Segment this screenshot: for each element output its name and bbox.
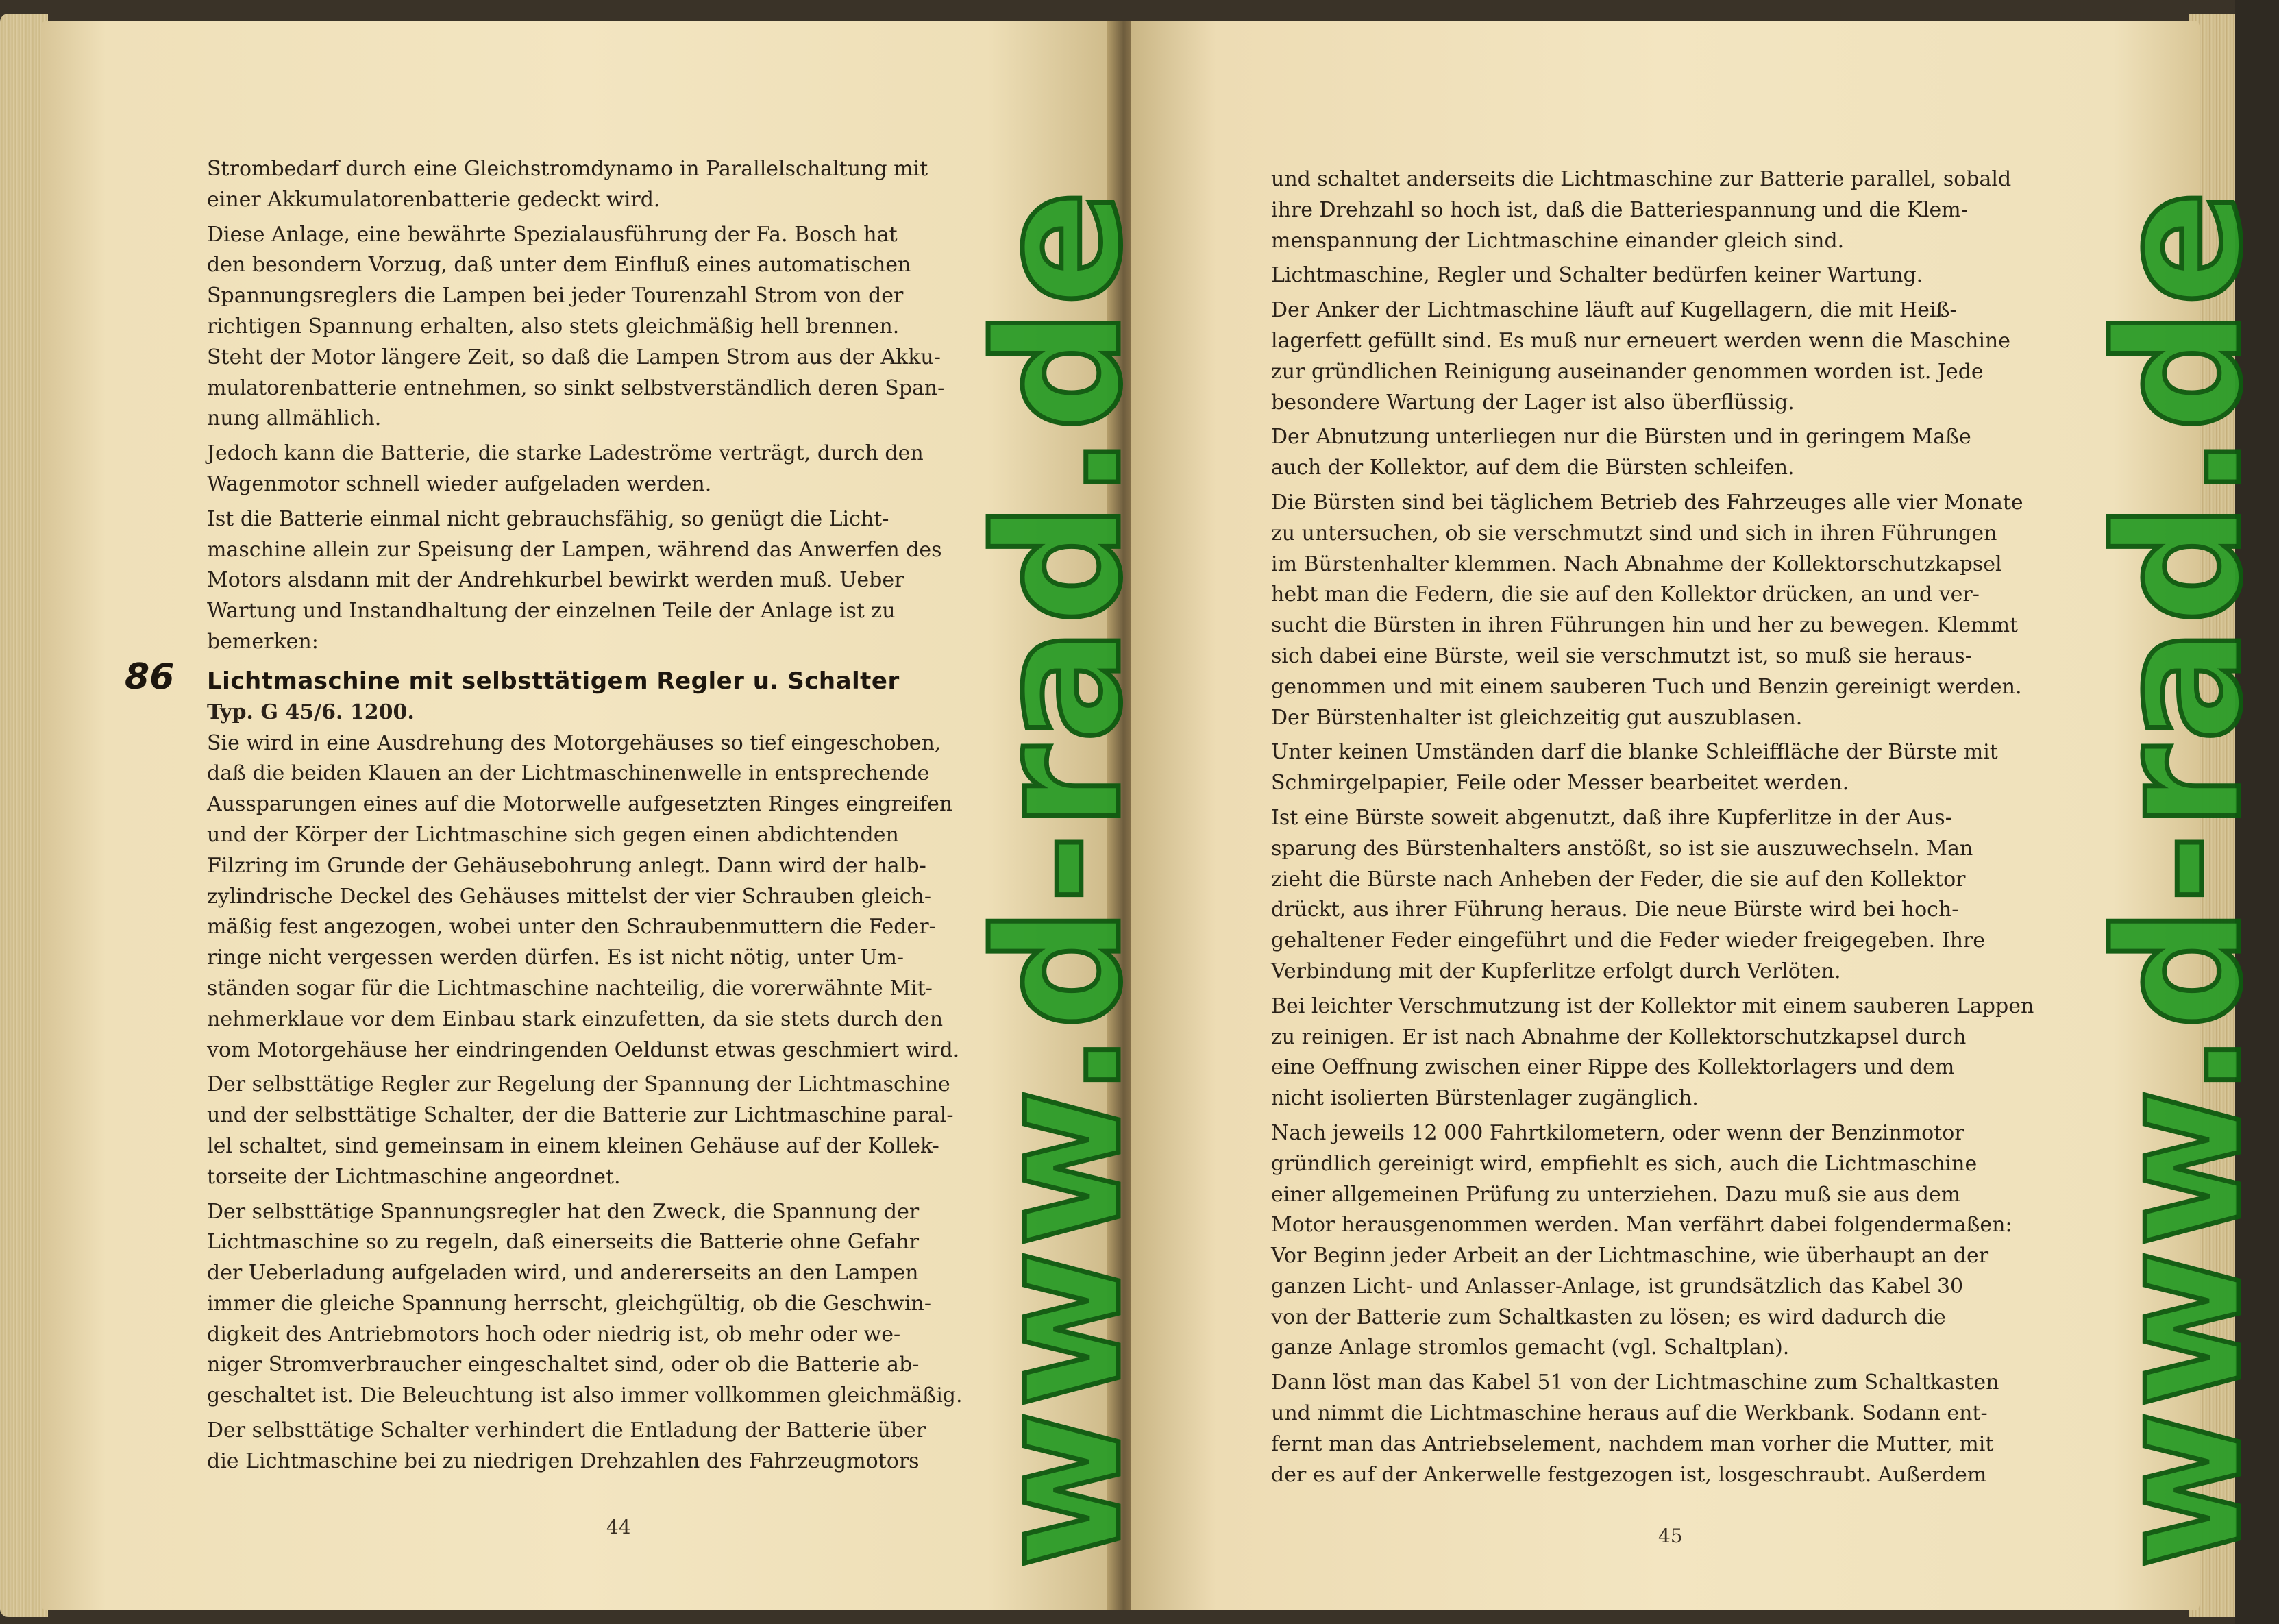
text-line: bemerken: <box>207 629 319 654</box>
text-line: sucht die Bürsten in ihren Führungen hin und her zu bewegen. Klemmt <box>1271 613 2019 638</box>
text-line: zieht die Bürste nach Anheben der Feder, die sie auf den Kollektor <box>1271 867 1966 891</box>
page-number-right: 45 <box>1658 1525 1683 1547</box>
text-line: Der selbsttätige Spannungsregler hat den Zweck, die Spannung der <box>207 1199 920 1224</box>
text-line: besondere Wartung der Lager ist also überflüssig. <box>1271 390 1795 415</box>
watermark-left: www.d-rad.de <box>959 187 1159 1569</box>
text-line: Lichtmaschine, Regler und Schalter bedürfen keiner Wartung. <box>1271 263 1923 288</box>
text-line: Ist eine Bürste soweit abgenutzt, daß ihre Kupferlitze in der Aus- <box>1271 805 1952 830</box>
text-line: nicht isolierten Bürstenlager zugänglich. <box>1271 1086 1699 1111</box>
text-line: fernt man das Antriebselement, nachdem man vorher die Mutter, mit <box>1271 1431 1994 1456</box>
text-line: zu reinigen. Er ist nach Abnahme der Kollektorschutzkapsel durch <box>1271 1024 1967 1049</box>
text-line: Wagenmotor schnell wieder aufgeladen werden. <box>207 471 712 496</box>
text-line: Der Anker der Lichtmaschine läuft auf Kugellagern, die mit Heiß- <box>1271 298 1957 323</box>
text-line: Steht der Motor längere Zeit, so daß die Lampen Strom aus der Akku- <box>207 345 941 369</box>
paragraph <box>1271 295 2145 418</box>
paragraph <box>1271 737 2145 799</box>
text-line: lagerfett gefüllt sind. Es muß nur erneuert werden wenn die Maschine <box>1271 328 2010 353</box>
paragraph <box>207 1416 1062 1477</box>
text-line: und der selbsttätige Schalter, der die Batterie zur Lichtmaschine paral- <box>207 1103 954 1128</box>
text-line: Schmirgelpapier, Feile oder Messer bearbeitet werden. <box>1271 771 1849 796</box>
text-line: sparung des Bürstenhalters anstößt, so ist sie auszuwechseln. Man <box>1271 836 1973 861</box>
text-line: menspannung der Lichtmaschine einander gleich sind. <box>1271 228 1845 253</box>
text-line: einer allgemeinen Prüfung zu unterziehen. Dazu muß sie aus dem <box>1271 1182 1961 1207</box>
text-line: genommen und mit einem sauberen Tuch und Benzin gereinigt werden. <box>1271 674 2022 699</box>
text-line: geschaltet ist. Die Beleuchtung ist also immer vollkommen gleichmäßig. <box>207 1383 963 1408</box>
text-line: lel schaltet, sind gemeinsam in einem kleinen Gehäuse auf der Kollek- <box>207 1133 939 1158</box>
text-line: den besondern Vorzug, daß unter dem Einfluß eines automatischen <box>207 253 911 278</box>
text-line: Nach jeweils 12 000 Fahrtkilometern, oder wenn der Benzinmotor <box>1271 1120 1964 1145</box>
text-line: Dann löst man das Kabel 51 von der Lichtmaschine zum Schaltkasten <box>1271 1370 1999 1395</box>
text-line: Vor Beginn jeder Arbeit an der Lichtmaschine, wie überhaupt an der <box>1271 1244 1989 1268</box>
text-line: Diese Anlage, eine bewährte Spezialausführung der Fa. Bosch hat <box>207 222 898 247</box>
watermark-right: www.d-rad.de <box>2080 187 2279 1569</box>
text-line: Der Bürstenhalter ist gleichzeitig gut auszublasen. <box>1271 705 1803 730</box>
page-number-left: 44 <box>606 1516 631 1538</box>
text-line: drückt, aus ihrer Führung heraus. Die neue Bürste wird bei hoch- <box>1271 898 1959 922</box>
text-line: Der selbsttätige Regler zur Regelung der Spannung der Lichtmaschine <box>207 1072 950 1097</box>
text-line: Filzring im Grunde der Gehäusebohrung anlegt. Dann wird der halb- <box>207 853 926 878</box>
text-line: Die Bürsten sind bei täglichem Betrieb des Fahrzeuges alle vier Monate <box>1271 490 2023 515</box>
text-line: Motor herausgenommen werden. Man verfährt dabei folgendermaßen: <box>1271 1213 2012 1238</box>
text-line: Strombedarf durch eine Gleichstromdynamo in Parallelschaltung mit <box>207 157 928 181</box>
text-line: Unter keinen Umständen darf die blanke Schleiffläche der Bürste mit <box>1271 740 1998 765</box>
text-line: nehmerklaue vor dem Einbau stark einzufetten, da sie stets durch den <box>207 1007 944 1031</box>
text-line: gründlich gereinigt wird, empfiehlt es sich, auch die Lichtmaschine <box>1271 1151 1978 1176</box>
paragraph <box>207 1070 1062 1192</box>
text-line: der Ueberladung aufgeladen wird, und andererseits an den Lampen <box>207 1261 919 1285</box>
text-line: ringe nicht vergessen werden dürfen. Es ist nicht nötig, unter Um- <box>207 946 904 970</box>
paragraph <box>1271 488 2145 733</box>
left-page <box>41 21 1117 1610</box>
text-line: und schaltet anderseits die Lichtmaschine zur Batterie parallel, sobald <box>1271 167 2012 191</box>
text-line: Motors alsdann mit der Andrehkurbel bewirkt werden muß. Ueber <box>207 568 904 593</box>
text-line: Spannungsreglers die Lampen bei jeder Tourenzahl Strom von der <box>207 284 904 308</box>
text-line: Der selbsttätige Schalter verhindert die Entladung der Batterie über <box>207 1418 926 1443</box>
text-line: im Bürstenhalter klemmen. Nach Abnahme der Kollektorschutzkapsel <box>1271 552 2002 576</box>
section-number: 86 <box>125 656 175 698</box>
text-line: mulatorenbatterie entnehmen, so sinkt selbstverständlich deren Span- <box>207 376 945 400</box>
text-line: Aussparungen eines auf die Motorwelle aufgesetzten Ringes eingreifen <box>207 792 953 817</box>
text-line: der es auf der Ankerwelle festgezogen ist, losgeschraubt. Außerdem <box>1271 1462 1987 1487</box>
text-line: ganze Anlage stromlos gemacht (vgl. Schaltplan). <box>1271 1336 1790 1360</box>
section-title: Lichtmaschine mit selbsttätigem Regler u. Schalter <box>207 667 900 695</box>
paragraph <box>1271 260 2145 291</box>
paragraph <box>207 1197 1062 1412</box>
text-line: immer die gleiche Spannung herrscht, gleichgültig, ob die Geschwin- <box>207 1291 932 1316</box>
type-designation: Typ. G 45/6. 1200. <box>207 700 415 724</box>
text-line: Sie wird in eine Ausdrehung des Motorgehäuses so tief eingeschoben, <box>207 730 941 755</box>
text-line: ganzen Licht- und Anlasser-Anlage, ist grundsätzlich das Kabel 30 <box>1271 1274 1964 1299</box>
paragraph <box>1271 992 2145 1114</box>
text-line: Der Abnutzung unterliegen nur die Bürsten und in geringem Maße <box>1271 425 1971 450</box>
paragraph <box>207 220 1062 435</box>
paragraph <box>1271 1118 2145 1364</box>
text-line: vom Motorgehäuse her eindringenden Oeldunst etwas geschmiert wird. <box>207 1037 960 1062</box>
left-page-text <box>125 154 1062 1481</box>
paragraph <box>207 728 1062 1066</box>
text-line: gehaltener Feder eingeführt und die Feder wieder freigegeben. Ihre <box>1271 928 1986 953</box>
section-heading <box>125 656 1062 698</box>
text-line: eine Oeffnung zwischen einer Rippe des Kollektorlagers und dem <box>1271 1055 1955 1080</box>
text-line: maschine allein zur Speisung der Lampen, während das Anwerfen des <box>207 537 942 562</box>
text-line: niger Stromverbraucher eingeschaltet sind, oder ob die Batterie ab- <box>207 1353 920 1377</box>
text-line: hebt man die Federn, die sie auf den Kollektor drücken, an und ver- <box>1271 582 1980 607</box>
paragraph <box>1271 1368 2145 1490</box>
text-line: die Lichtmaschine bei zu niedrigen Drehzahlen des Fahrzeugmotors <box>207 1449 920 1473</box>
paragraph <box>1271 803 2145 987</box>
text-line: daß die beiden Klauen an der Lichtmaschinenwelle in entsprechende <box>207 761 930 786</box>
paragraph <box>1271 164 2145 256</box>
paragraph <box>207 439 1062 500</box>
text-line: Ist die Batterie einmal nicht gebrauchsfähig, so genügt die Licht- <box>207 506 889 531</box>
text-line: Jedoch kann die Batterie, die starke Ladeströme verträgt, durch den <box>207 441 924 466</box>
text-line: richtigen Spannung erhalten, also stets gleichmäßig hell brennen. <box>207 314 900 339</box>
right-page <box>1131 21 2200 1610</box>
text-line: ständen sogar für die Lichtmaschine nachteilig, die vorerwähnte Mit- <box>207 976 933 1000</box>
text-line: Bei leichter Verschmutzung ist der Kollektor mit einem sauberen Lappen <box>1271 994 2034 1018</box>
text-line: zylindrische Deckel des Gehäuses mittelst der vier Schrauben gleich- <box>207 884 932 909</box>
text-line: Wartung und Instandhaltung der einzelnen Teile der Anlage ist zu <box>207 599 896 624</box>
paragraph <box>207 154 1062 216</box>
text-line: mäßig fest angezogen, wobei unter den Schraubenmuttern die Feder- <box>207 915 936 939</box>
text-line: von der Batterie zum Schaltkasten zu lösen; es wird dadurch die <box>1271 1305 1946 1329</box>
text-line: Verbindung mit der Kupferlitze erfolgt durch Verlöten. <box>1271 959 1841 983</box>
text-line: Lichtmaschine so zu regeln, daß einerseits die Batterie ohne Gefahr <box>207 1230 920 1255</box>
text-line: sich dabei eine Bürste, weil sie verschmutzt ist, so muß sie heraus- <box>1271 643 1972 668</box>
text-line: zur gründlichen Reinigung auseinander genommen worden ist. Jede <box>1271 359 1984 384</box>
text-line: und nimmt die Lichtmaschine heraus auf die Werkbank. Sodann ent- <box>1271 1401 1988 1426</box>
text-line: nung allmählich. <box>207 406 382 431</box>
paragraph <box>1271 422 2145 484</box>
text-line: einer Akkumulatorenbatterie gedeckt wird. <box>207 187 661 212</box>
text-line: digkeit des Antriebmotors hoch oder niedrig ist, ob mehr oder we- <box>207 1322 901 1346</box>
right-page-text <box>1271 164 2145 1494</box>
text-line: und der Körper der Lichtmaschine sich gegen einen abdichtenden <box>207 822 899 847</box>
text-line: zu untersuchen, ob sie verschmutzt sind und sich in ihren Führungen <box>1271 521 1997 545</box>
text-line: ihre Drehzahl so hoch ist, daß die Batteriespannung und die Klem- <box>1271 197 1968 222</box>
text-line: auch der Kollektor, auf dem die Bürsten schleifen. <box>1271 456 1795 480</box>
paragraph <box>207 504 1062 658</box>
text-line: torseite der Lichtmaschine angeordnet. <box>207 1164 621 1189</box>
